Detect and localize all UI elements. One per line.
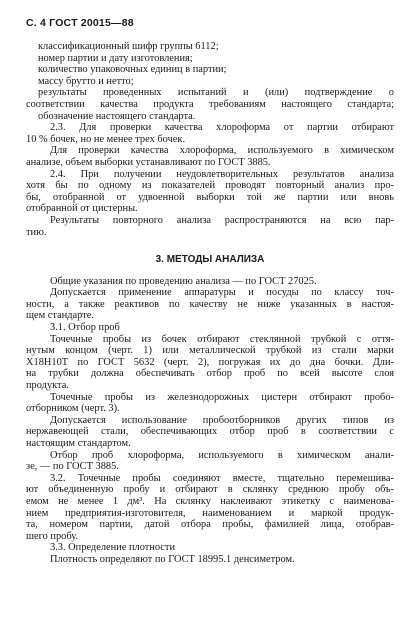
paragraph-line: шего пробу. [26,530,79,542]
paragraph-line: 2.3. Для проверки качества хлороформа от партии отбирают [50,122,394,134]
paragraph-3-3 [26,542,394,565]
paragraph-line: 10 % бочек, но не менее трех бочек. [26,133,186,145]
paragraph-line: Точечные пробы из железнодорожных цистерн отбирают пробо- [50,391,394,403]
paragraph-line: зе, — по ГОСТ 3885. [26,461,119,473]
paragraph-line: отобранной от цистерны. [26,203,138,215]
paragraph-3-2 [26,473,394,543]
paragraph-3-1 [26,322,394,473]
list-item: обозначение настоящего стандарта. [38,110,196,122]
paragraph-line: 3.2. Точечные пробы соединяют вместе, тщательно перемешива- [50,472,394,484]
paragraph-line: 2.4. При получении неудовлетворительных результатов анализа [50,168,394,180]
paragraph-line: бы, отобранной от удвоенной выборки той же партии или вновь [26,191,394,203]
section-3-heading: 3. МЕТОДЫ АНАЛИЗА [155,254,265,266]
paragraph-line: анализе, объем выборки устанавливают по ГОСТ 3885. [26,156,271,168]
document-body [26,41,394,566]
paragraph-line: нием предприятия-изготовителя, наименованием и маркой продук- [26,507,394,519]
paragraph-line: на трубки должна обеспечивать отбор проб по всей высоте слоя [26,368,394,380]
paragraph-line: Точечные пробы из бочек отбирают стеклянной трубкой с оття- [50,333,394,345]
paragraph-line: Общие указания по проведению анализа — по ГОСТ 27025. [50,275,317,287]
paragraph-line: продукта. [26,380,69,392]
paragraph-line: ности, а также реактивов по качеству не ниже указанных в настоя- [26,298,394,310]
paragraph-line: Х18Н10Т по ГОСТ 5632 (черт. 2), погружая их до дна бочки. Дли- [26,356,394,368]
paragraph-line: ют объединенную пробу и отбирают в склянку среднюю пробу объ- [26,484,394,496]
paragraph-line: Для проверки качества хлороформа, используемого в химическом [50,145,394,157]
list-item: количество упаковочных единиц в партии; [38,64,227,76]
subsection-3-1-heading: 3.1. Отбор проб [50,322,120,334]
paragraph-2-3 [26,122,394,168]
subsection-3-3-heading: 3.3. Определение плотности [50,542,176,554]
paragraph-line: Плотность определяют по ГОСТ 18995.1 денсиметром. [50,553,295,565]
paragraph-line: Отбор проб хлороформа, используемого в химическом анали- [50,449,394,461]
paragraph-line: нержавеющей стали, обеспечивающих отбор проб в соответствии с [26,426,394,438]
list-item: номер партии и дату изготовления; [38,52,193,64]
list-item: результаты проведенных испытаний и (или) подтверждение о [38,87,394,99]
paragraph-2-4 [26,169,394,239]
paragraph-line: емом не менее 1 дм³. На склянку наклеивают этикетку с наименова- [26,495,394,507]
list-item-continued: соответствии качества продукта требованиям настоящего стандарта; [26,98,394,110]
paragraph-line: нутым концом (черт. 1) или металлической трубкой из стали марки [26,345,394,357]
label-requirements-list [26,41,394,122]
paragraph-line: хотя бы по одному из показателей проводят повторный анализ про- [26,180,394,192]
paragraph-line: настоящим стандартом. [26,438,131,449]
paragraph-line: отборником (черт. 3). [26,403,120,415]
paragraph-line: та, номером партии, датой отбора пробы, фамилией лица, отобрав- [26,519,394,531]
paragraph-line: тию. [26,226,47,238]
paragraph-3-general [26,276,394,322]
list-item: массу брутто и нетто; [38,75,134,87]
paragraph-line: Допускается использование пробоотборников других типов из [50,414,394,426]
paragraph-line: щем стандарте. [26,310,94,322]
paragraph-line: Результаты повторного анализа распространяются на всю пар- [50,214,394,226]
page-header: С. 4 ГОСТ 20015—88 [26,17,134,29]
list-item: классификационный шифр группы 6112; [38,41,219,52]
paragraph-line: Допускается применение аппаратуры и посуды по классу точ- [50,287,394,299]
